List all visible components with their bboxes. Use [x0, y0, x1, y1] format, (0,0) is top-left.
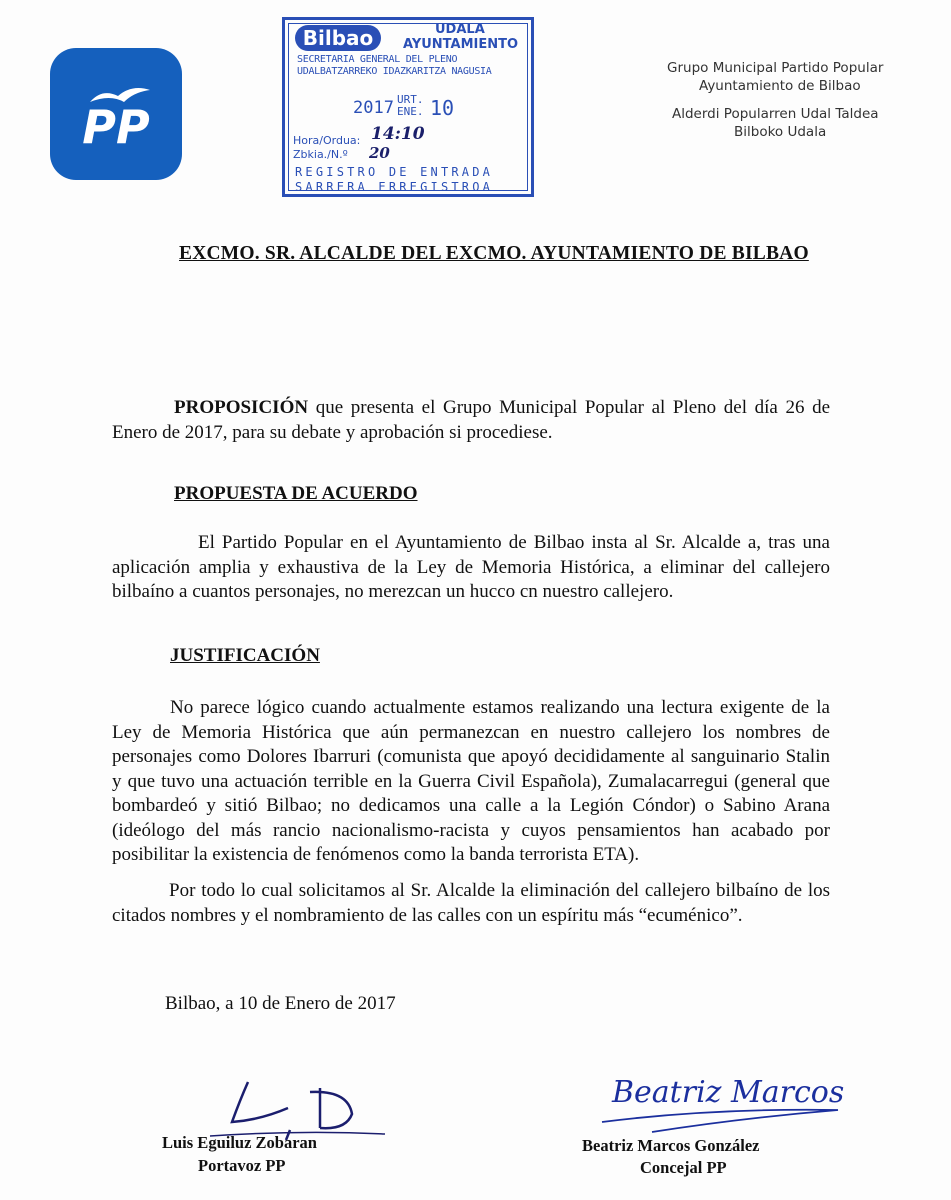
propuesta-heading: PROPUESTA DE ACUERDO — [174, 483, 418, 504]
signature-handwriting: Beatriz Marcos — [612, 1075, 845, 1110]
stamp-day: 10 — [430, 96, 455, 120]
stamp-hora-value: 14:10 — [371, 124, 425, 144]
header-ayuntamiento: Ayuntamiento de Bilbao — [699, 78, 861, 94]
stamp-year: 2017 — [353, 98, 394, 118]
signatory-1-name: Luis Eguiluz Zobaran — [162, 1133, 317, 1152]
registry-stamp — [282, 17, 534, 197]
proposicion-lead: PROPOSICIÓN — [174, 397, 309, 418]
header-udala-eu: Bilboko Udala — [734, 124, 827, 140]
stamp-number-label: Zbkia./N.º — [293, 148, 348, 161]
header-group-name-eu: Alderdi Popularren Udal Taldea — [672, 106, 879, 122]
signatory-2-role: Concejal PP — [640, 1158, 727, 1177]
document-date: Bilbao, a 10 de Enero de 2017 — [165, 993, 396, 1014]
proposicion-paragraph — [112, 396, 830, 445]
stamp-month: URT. ENE. — [397, 93, 424, 118]
pp-logo-text: PP — [82, 100, 150, 154]
justificacion-heading: JUSTIFICACIÓN — [170, 645, 320, 666]
conclusion-paragraph: Por todo lo cual solicitamos al Sr. Alcalde la eliminación del callejero bilbaíno de los citados nombres y el nombramiento de las calles con un espíritu más “ecuménico”. — [112, 880, 830, 926]
stamp-secretaria: SECRETARIA GENERAL DEL PLENO — [297, 54, 458, 65]
stamp-sarrera: SARRERA ERREGISTROA — [295, 180, 494, 194]
justificacion-paragraph: No parece lógico cuando actualmente estamos realizando una lectura exigente de la Ley de Memoria Histórica que aún permanezcan en nuestro callejero los nombres de personajes como Dolores Ibarruri (comunista que apoyó decididamente al sanguinario Stalin y que tuvo una actuación terrible en la Guerra Civil Española), Zumalacarregui (general que bombardeó y sitió Bilbao; no dedicamos una calle a la Legión Cóndor) o Sabino Arana (ideólogo del más rancio nacionalismo-racista y cuyos pensamientos han acabado por posibilitar la existencia de fenómenos como la banda terrorista ETA). — [112, 697, 830, 865]
stamp-bilbao-badge: Bilbao — [295, 25, 381, 51]
pp-logo — [50, 48, 182, 180]
stamp-hora-label: Hora/Ordua: — [293, 134, 361, 147]
document-title: EXCMO. SR. ALCALDE DEL EXCMO. AYUNTAMIENTO DE BILBAO — [179, 243, 809, 264]
stamp-udalbatzarreko: UDALBATZARREKO IDAZKARITZA NAGUSIA — [297, 66, 492, 77]
signatory-2-name: Beatriz Marcos González — [582, 1136, 760, 1155]
signatory-1-role: Portavoz PP — [198, 1156, 286, 1175]
propuesta-paragraph: El Partido Popular en el Ayuntamiento de Bilbao insta al Sr. Alcalde a, tras una aplicación amplia y exhaustiva de la Ley de Memoria Histórica, a eliminar del callejero bilbaíno a cuantos personajes, no merezcan un hucco cn nuestro callejero. — [112, 532, 830, 602]
stamp-udala: UDALA — [435, 22, 485, 37]
stamp-number-value: 20 — [369, 144, 390, 162]
stamp-registro: REGISTRO DE ENTRADA — [295, 165, 494, 179]
signature-beatriz-marcos — [592, 1060, 852, 1140]
proposicion-text: que presenta el Grupo Municipal Popular al Pleno del día 26 de Enero de 2017, para su debate y aprobación si procediese. — [112, 397, 830, 443]
stamp-ayuntamiento: AYUNTAMIENTO — [403, 37, 519, 52]
header-group-name: Grupo Municipal Partido Popular — [667, 60, 884, 76]
